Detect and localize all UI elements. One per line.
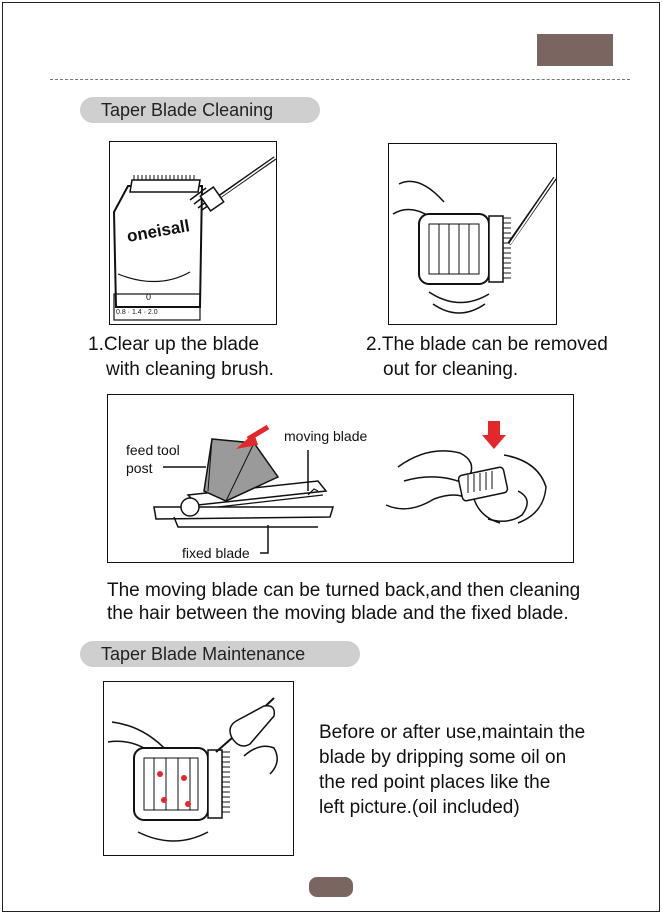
oiling-illustration: [103, 681, 294, 856]
feed-tool-label: feed tool: [126, 442, 180, 458]
step1-line2: with cleaning brush.: [106, 359, 274, 380]
step2-line2: out for cleaning.: [383, 359, 519, 380]
fixed-blade-label: fixed blade: [182, 545, 250, 561]
removed-blade-illustration: [388, 143, 557, 325]
maintenance-line1: Before or after use,maintain the: [319, 722, 586, 743]
brand-logo-text: oneisall: [125, 216, 192, 246]
section-heading-cleaning: Taper Blade Cleaning: [80, 97, 320, 123]
dial-marks: 0.8 · 1.4 · 2.0: [116, 309, 158, 316]
dial-zero-label: 0: [146, 292, 152, 302]
moving-blade-label: moving blade: [284, 428, 368, 444]
maintenance-line4: left picture.(oil included): [319, 797, 520, 818]
page-number-box: [309, 877, 353, 897]
header-divider: [50, 79, 630, 80]
diagram-caption-line1: The moving blade can be turned back,and then cleaning: [107, 580, 581, 601]
diagram-caption-line2: the hair between the moving blade and the fixed blade.: [107, 603, 569, 624]
post-label: post: [126, 460, 153, 476]
step2-line1: 2.The blade can be removed: [366, 334, 608, 355]
clipper-brush-illustration: [109, 141, 277, 325]
step1-line1: 1.Clear up the blade: [88, 334, 260, 355]
chapter-tab: [537, 34, 613, 66]
blade-structure-diagram: [107, 394, 574, 563]
maintenance-line2: blade by dripping some oil on: [319, 747, 567, 768]
maintenance-line3: the red point places like the: [319, 772, 551, 793]
section-heading-maintenance: Taper Blade Maintenance: [80, 641, 360, 667]
